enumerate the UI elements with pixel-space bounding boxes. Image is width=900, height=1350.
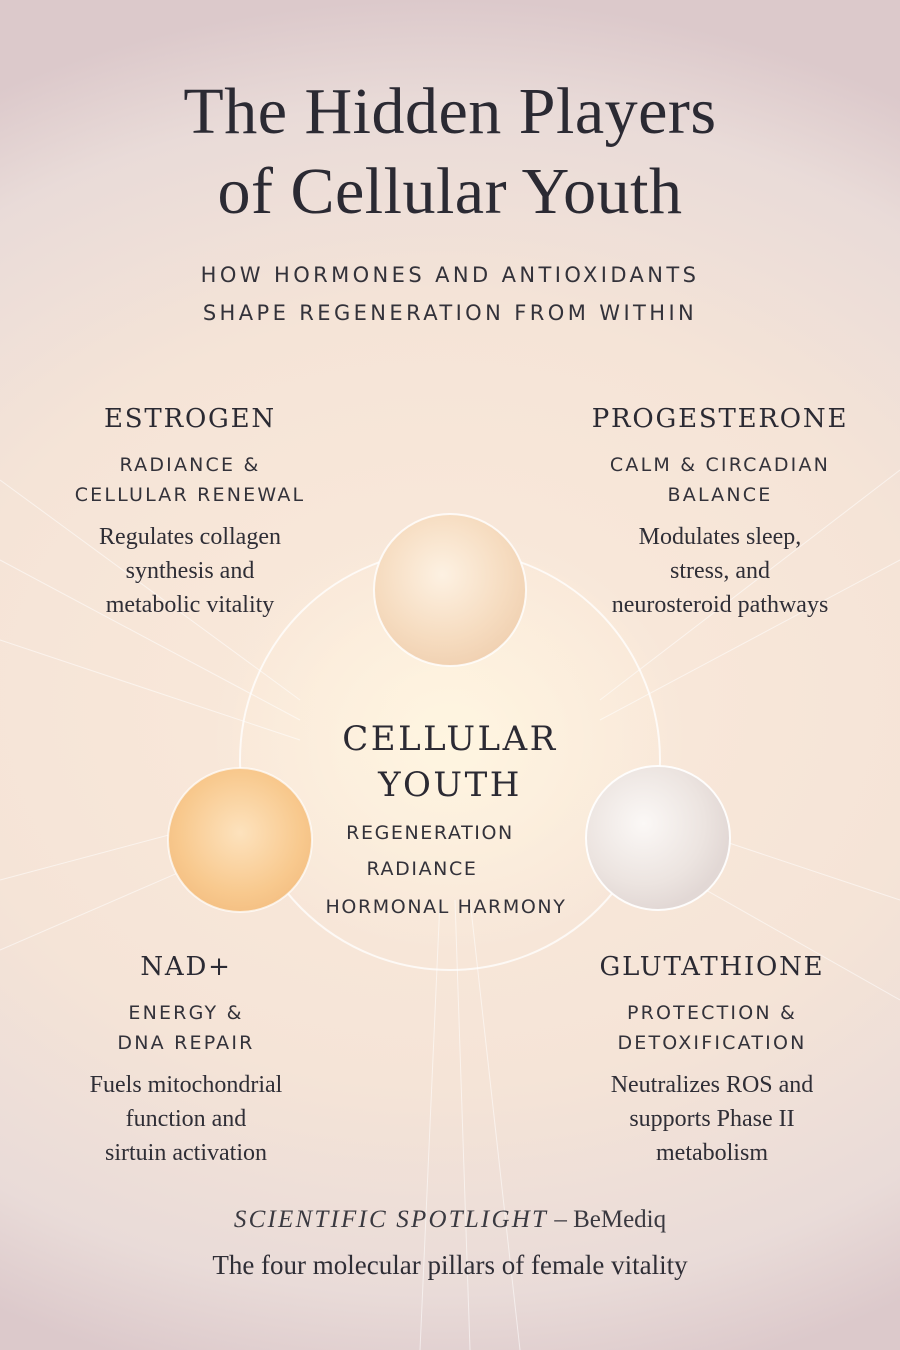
footer-tagline: The four molecular pillars of female vitality [212, 1250, 688, 1280]
glutathione-tagline-line-1: PROTECTION & [626, 1002, 798, 1024]
progesterone-description-line-3: neurosteroid pathways [611, 592, 829, 618]
nad-tagline-line-1: ENERGY & [128, 1002, 244, 1024]
glutathione-description [532, 1068, 892, 1170]
progesterone-name: PROGESTERONE [591, 404, 849, 434]
progesterone-description-line-2: stress, and [670, 558, 770, 584]
title-line-2: of Cellular Youth [217, 155, 683, 228]
nad-description-line-1: Fuels mitochondrial [89, 1072, 283, 1098]
progesterone-description [540, 520, 900, 622]
center-item-radiance: RADIANCE [366, 858, 478, 880]
glutathione-block [532, 952, 892, 1170]
estrogen-description-line-2: synthesis and [125, 558, 255, 584]
footer-brand: – BeMediq [554, 1206, 667, 1233]
glutathione-name: GLUTATHIONE [599, 952, 825, 982]
progesterone-tagline [540, 450, 900, 510]
subtitle-line-2: SHAPE REGENERATION FROM WITHIN [202, 301, 698, 325]
nad-description-line-2: function and [125, 1106, 247, 1132]
sphere-right [586, 766, 730, 910]
footer-kicker-label: SCIENTIFIC SPOTLIGHT [233, 1206, 549, 1233]
nad-description [6, 1068, 366, 1170]
progesterone-block [540, 404, 900, 622]
title-line-1: The Hidden Players [183, 75, 717, 148]
progesterone-description-line-1: Modulates sleep, [638, 524, 802, 550]
center-title [300, 716, 600, 808]
glutathione-description-line-1: Neutralizes ROS and [610, 1072, 814, 1098]
nad-name: NAD+ [140, 952, 232, 982]
glutathione-description-line-2: supports Phase II [629, 1106, 795, 1132]
estrogen-description-line-3: metabolic vitality [105, 592, 275, 618]
footer-kicker [100, 1206, 800, 1234]
glutathione-tagline [532, 998, 892, 1058]
glutathione-tagline-line-2: DETOXIFICATION [617, 1032, 807, 1054]
progesterone-tagline-line-1: CALM & CIRCADIAN [609, 454, 831, 476]
page-title [60, 72, 840, 232]
sphere-top [374, 514, 526, 666]
estrogen-description [10, 520, 370, 622]
page-subtitle [100, 256, 800, 332]
estrogen-block [10, 404, 370, 622]
center-item-regeneration: REGENERATION [346, 822, 514, 844]
nad-description-line-3: sirtuin activation [105, 1140, 267, 1166]
subtitle-line-1: HOW HORMONES AND ANTIOXIDANTS [200, 263, 700, 287]
nad-block [6, 952, 366, 1170]
progesterone-tagline-line-2: BALANCE [667, 484, 773, 506]
center-title-line-1: CELLULAR [342, 719, 558, 759]
nad-tagline [6, 998, 366, 1058]
center-title-line-2: YOUTH [378, 765, 522, 805]
estrogen-tagline-line-2: CELLULAR RENEWAL [74, 484, 306, 506]
estrogen-name: ESTROGEN [104, 404, 276, 434]
estrogen-description-line-1: Regulates collagen [99, 524, 281, 550]
glutathione-description-line-3: metabolism [656, 1140, 768, 1166]
estrogen-tagline [10, 450, 370, 510]
estrogen-tagline-line-1: RADIANCE & [119, 454, 261, 476]
center-item-hormonal-harmony: HORMONAL HARMONY [325, 896, 567, 918]
nad-tagline-line-2: DNA REPAIR [117, 1032, 255, 1054]
